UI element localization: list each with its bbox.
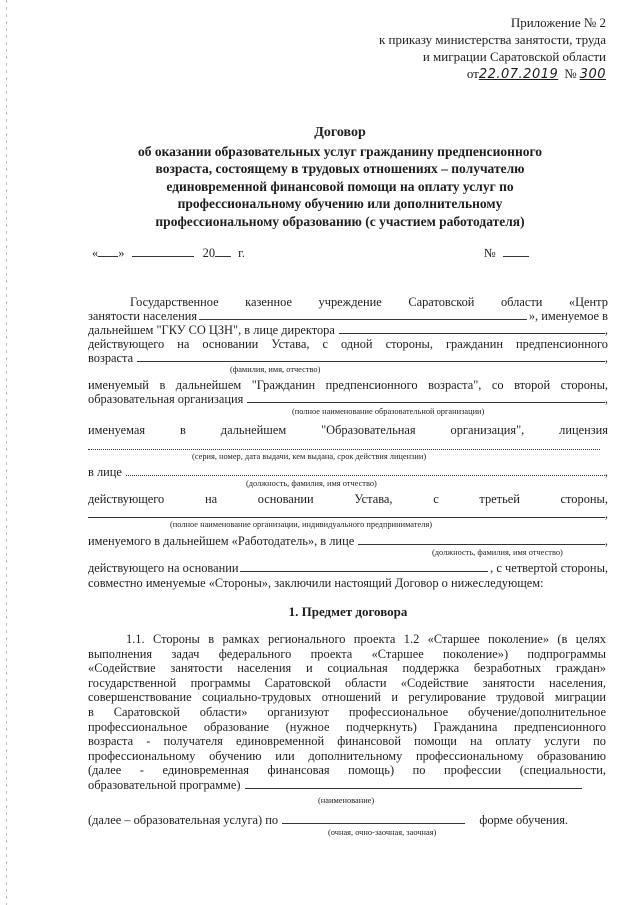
word: стороны, xyxy=(560,492,608,506)
word: Государственное xyxy=(130,295,219,309)
quote-open: « xyxy=(92,246,99,260)
form-line xyxy=(88,813,568,827)
paragraph-line: 1.1. Стороны в рамках регионального проекта 1.2 «Старшее поколение» (в целях xyxy=(126,632,606,646)
word: третьей xyxy=(479,492,520,506)
parties-line-13: совместно именуемые «Стороны», заключили настоящий Договор о нижеследующем: xyxy=(88,576,544,590)
parties-line-8 xyxy=(88,423,608,437)
word: с xyxy=(433,492,439,506)
appendix-ministry-line: и миграции Саратовской области xyxy=(422,49,606,64)
order-number: 300 xyxy=(579,67,606,82)
word: действующего xyxy=(88,492,165,506)
text: именуемого в дальнейшем «Работодатель», в лице xyxy=(88,534,355,548)
title-line: об оказании образовательных услуг гражданину предпенсионного xyxy=(137,143,543,159)
text: образовательная организация xyxy=(88,392,244,406)
parties-line-9: в лице , xyxy=(88,465,608,479)
text: занятости населения xyxy=(88,309,198,323)
contract-heading: Договор xyxy=(314,125,366,140)
title-line: профессиональному образованию (с участием работодателя) xyxy=(155,213,525,229)
text: возраста xyxy=(88,351,134,365)
blank-line-license xyxy=(88,439,600,453)
word: основании xyxy=(257,492,314,506)
paragraph-line: в Саратовской области» организуют профессиональное обучение/дополнительное xyxy=(88,704,606,719)
paragraph-line: профессиональное образование (нужное подчеркнуть) Гражданина предпенсионного xyxy=(88,719,606,734)
paragraph-line: государственной программы Саратовской области «Содействие занятости населения, xyxy=(88,675,606,690)
contract-date-line xyxy=(92,246,245,260)
order-reference xyxy=(467,65,606,83)
word: Устава, xyxy=(354,492,393,506)
word: именуемая xyxy=(88,423,146,437)
word: "Образовательная xyxy=(321,423,416,437)
word: области xyxy=(500,295,543,309)
order-date-prefix: от xyxy=(466,66,479,81)
text: образовательной программе) xyxy=(88,778,241,792)
parties-line-12 xyxy=(88,561,608,575)
text: форме обучения. xyxy=(479,813,568,827)
hint-position: (должность, фамилия, имя отчество) xyxy=(246,479,377,488)
parties-line-2 xyxy=(88,309,608,323)
year-suffix: г. xyxy=(238,246,245,260)
hint-employer: (полное наименование организации, индивидуального предпринимателя) xyxy=(170,520,433,529)
word: «Центр xyxy=(568,295,608,309)
parties-line-1 xyxy=(130,295,608,309)
parties-line-5: возраста , xyxy=(88,351,608,365)
word: Саратовской xyxy=(408,295,475,309)
appendix-order-line: к приказу министерства занятости, труда xyxy=(378,32,606,47)
parties-line-3: дальнейшем "ГКУ СО ЦЗН", в лице директора , xyxy=(88,323,608,337)
word: на xyxy=(204,492,218,506)
text: в лице xyxy=(88,465,122,479)
hint-license: (серия, номер, дата выдачи, кем выдана, срок действия лицензии) xyxy=(192,452,427,461)
order-number-sign: № xyxy=(564,66,577,81)
section-1-text xyxy=(88,632,606,778)
hint-org-name: (полное наименование образовательной организации) xyxy=(292,407,485,416)
hint-program-name: (наименование) xyxy=(318,796,375,805)
text: », именуемое в xyxy=(528,309,608,323)
parties-line-10 xyxy=(88,492,608,506)
parties-line-4: действующего на основании Устава, с одной стороны, гражданин предпенсионного xyxy=(88,337,608,351)
text: действующего на основании xyxy=(88,561,239,575)
paragraph-line: (далее - единовременная финансовая помощь) по профессии (специальности, xyxy=(88,763,606,778)
order-date: 22.07.2019 xyxy=(478,67,559,82)
parties-line-7: образовательная организация , xyxy=(88,392,608,406)
section-title: 1. Предмет договора xyxy=(288,604,408,619)
word: лицензия xyxy=(559,423,608,437)
blank-line-employer: , xyxy=(88,507,608,521)
title-line: возраста, состоящему в трудовых отношениях – получателю xyxy=(155,161,525,176)
paragraph-line: возраста - получателя единовременной финансовой помощи на оплату услуги по xyxy=(88,734,606,749)
appendix-header xyxy=(379,14,606,83)
program-line xyxy=(88,778,582,792)
hint-fio: (фамилия, имя, отчество) xyxy=(230,365,321,374)
quote-close: » xyxy=(118,246,125,260)
paragraph-line: «Содействие занятости населения и социальная поддержка безработных граждан» xyxy=(88,661,606,676)
word: организация", xyxy=(450,423,525,437)
text: , с четвертой стороны, xyxy=(490,561,608,575)
title-line: профессиональному обучению или дополнительному xyxy=(177,196,503,211)
appendix-title: Приложение № 2 xyxy=(510,15,606,30)
contract-title xyxy=(100,124,580,230)
hint-employer-rep: (должность, фамилия, имя отчество) xyxy=(432,548,563,557)
paragraph-line: совершенствование социально-трудовых отношений и регулирование трудовой миграции xyxy=(88,690,606,705)
parties-line-6: именуемый в дальнейшем "Гражданин предпенсионного возраста", со второй стороны, xyxy=(88,378,608,392)
hint-study-form: (очная, очно-заочная, заочная) xyxy=(328,828,437,837)
word: учреждение xyxy=(318,295,382,309)
contract-number xyxy=(484,246,529,260)
parties-line-11: именуемого в дальнейшем «Работодатель», в лице , xyxy=(88,534,608,548)
word: в xyxy=(180,423,186,437)
title-line: единовременной финансовой помощи на оплату услуг по xyxy=(166,178,514,194)
text: дальнейшем "ГКУ СО ЦЗН", в лице директора xyxy=(88,323,335,337)
word: казенное xyxy=(245,295,293,309)
scan-edge xyxy=(6,0,7,905)
text: (далее – образовательная услуга) по xyxy=(88,813,279,827)
paragraph-line: профессиональному обучению или дополнительному профессиональному образованию xyxy=(88,748,606,763)
word: дальнейшем xyxy=(220,423,287,437)
number-sign: № xyxy=(484,246,496,260)
year-prefix: 20 xyxy=(202,246,216,260)
paragraph-line: выполнения задач федерального проекта «Старшее поколение») подпрограммы xyxy=(88,646,606,661)
